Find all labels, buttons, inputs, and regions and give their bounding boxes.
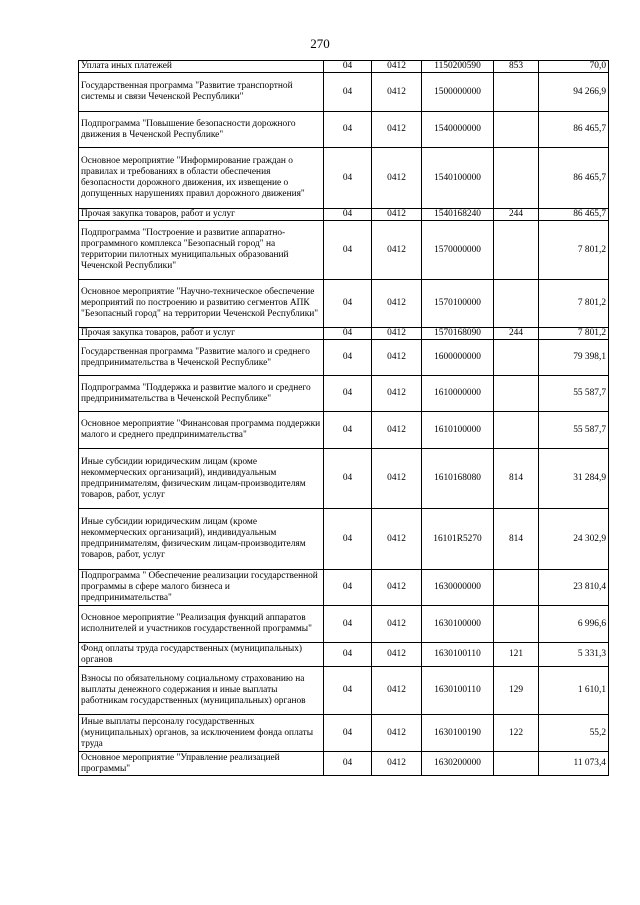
table-row	[79, 449, 609, 509]
target-article-code-cell: 1540000000	[422, 112, 494, 148]
subsection-code-cell: 0412	[372, 148, 422, 209]
expenditure-name-cell: Подпрограмма "Построение и развитие аппаратно-программного комплекса "Безопасный город" на территории пилотных муниципальных образований Чеченской Республики"	[79, 221, 324, 280]
amount-cell: 86 465,7	[539, 209, 609, 221]
section-code-cell: 04	[324, 112, 372, 148]
expense-type-code-cell	[494, 221, 539, 280]
expense-type-code-cell: 814	[494, 509, 539, 570]
subsection-code-cell: 0412	[372, 61, 422, 73]
target-article-code-cell: 1570000000	[422, 221, 494, 280]
expense-type-code-cell: 121	[494, 643, 539, 667]
expense-type-code-cell: 129	[494, 667, 539, 715]
budget-table-body	[79, 61, 609, 776]
table-row	[79, 509, 609, 570]
expenditure-name-cell: Основное мероприятие "Реализация функций аппаратов исполнителей и участников государственной программы"	[79, 606, 324, 643]
subsection-code-cell: 0412	[372, 280, 422, 328]
amount-cell: 23 810,4	[539, 570, 609, 606]
expenditure-name-cell: Подпрограмма "Поддержка и развитие малого и среднего предпринимательства в Чеченской Республике"	[79, 376, 324, 412]
expenditure-name-cell: Основное мероприятие "Научно-техническое обеспечение мероприятий по построению и развитию сегментов АПК "Безопасный город" на территории Чеченской Республики"	[79, 280, 324, 328]
target-article-code-cell: 1540168240	[422, 209, 494, 221]
expenditure-name-cell: Основное мероприятие "Финансовая программа поддержки малого и среднего предпринимательства"	[79, 412, 324, 449]
amount-cell: 7 801,2	[539, 280, 609, 328]
amount-cell: 7 801,2	[539, 328, 609, 340]
subsection-code-cell: 0412	[372, 449, 422, 509]
subsection-code-cell: 0412	[372, 412, 422, 449]
section-code-cell: 04	[324, 280, 372, 328]
section-code-cell: 04	[324, 606, 372, 643]
subsection-code-cell: 0412	[372, 221, 422, 280]
table-row	[79, 752, 609, 776]
section-code-cell: 04	[324, 340, 372, 376]
subsection-code-cell: 0412	[372, 667, 422, 715]
expense-type-code-cell	[494, 752, 539, 776]
amount-cell: 11 073,4	[539, 752, 609, 776]
subsection-code-cell: 0412	[372, 340, 422, 376]
expense-type-code-cell: 814	[494, 449, 539, 509]
table-row	[79, 73, 609, 112]
target-article-code-cell: 1630100110	[422, 643, 494, 667]
expenditure-name-cell: Прочая закупка товаров, работ и услуг	[79, 328, 324, 340]
expenditure-name-cell: Государственная программа "Развитие малого и среднего предпринимательства в Чеченской Республике"	[79, 340, 324, 376]
expenditure-name-cell: Уплата иных платежей	[79, 61, 324, 73]
section-code-cell: 04	[324, 73, 372, 112]
amount-cell: 86 465,7	[539, 112, 609, 148]
amount-cell: 79 398,1	[539, 340, 609, 376]
table-row	[79, 412, 609, 449]
target-article-code-cell: 1610000000	[422, 376, 494, 412]
expense-type-code-cell	[494, 570, 539, 606]
section-code-cell: 04	[324, 148, 372, 209]
expense-type-code-cell: 244	[494, 209, 539, 221]
amount-cell: 86 465,7	[539, 148, 609, 209]
subsection-code-cell: 0412	[372, 643, 422, 667]
section-code-cell: 04	[324, 328, 372, 340]
target-article-code-cell: 1630100000	[422, 606, 494, 643]
table-row	[79, 221, 609, 280]
section-code-cell: 04	[324, 667, 372, 715]
section-code-cell: 04	[324, 643, 372, 667]
subsection-code-cell: 0412	[372, 752, 422, 776]
target-article-code-cell: 1630100110	[422, 667, 494, 715]
expenditure-name-cell: Иные субсидии юридическим лицам (кроме некоммерческих организаций), индивидуальным предпринимателям, физическим лицам-производителям товаров, работ, услуг	[79, 509, 324, 570]
amount-cell: 55 587,7	[539, 376, 609, 412]
expense-type-code-cell	[494, 340, 539, 376]
subsection-code-cell: 0412	[372, 509, 422, 570]
target-article-code-cell: 1150200590	[422, 61, 494, 73]
expense-type-code-cell	[494, 376, 539, 412]
expense-type-code-cell: 244	[494, 328, 539, 340]
table-row	[79, 643, 609, 667]
target-article-code-cell: 1570168090	[422, 328, 494, 340]
amount-cell: 6 996,6	[539, 606, 609, 643]
table-row	[79, 61, 609, 73]
table-row	[79, 328, 609, 340]
expenditure-name-cell: Подпрограмма " Обеспечение реализации государственной программы в сфере малого бизнеса и предпринимательства"	[79, 570, 324, 606]
expense-type-code-cell	[494, 73, 539, 112]
target-article-code-cell: 1500000000	[422, 73, 494, 112]
subsection-code-cell: 0412	[372, 376, 422, 412]
table-row	[79, 340, 609, 376]
target-article-code-cell: 1630000000	[422, 570, 494, 606]
expenditure-name-cell: Прочая закупка товаров, работ и услуг	[79, 209, 324, 221]
expense-type-code-cell	[494, 412, 539, 449]
target-article-code-cell: 1630200000	[422, 752, 494, 776]
amount-cell: 7 801,2	[539, 221, 609, 280]
amount-cell: 5 331,3	[539, 643, 609, 667]
amount-cell: 1 610,1	[539, 667, 609, 715]
page-number: 270	[310, 36, 330, 51]
table-row	[79, 280, 609, 328]
subsection-code-cell: 0412	[372, 112, 422, 148]
budget-table	[78, 60, 609, 776]
target-article-code-cell: 1570100000	[422, 280, 494, 328]
subsection-code-cell: 0412	[372, 715, 422, 752]
target-article-code-cell: 1540100000	[422, 148, 494, 209]
target-article-code-cell: 1600000000	[422, 340, 494, 376]
section-code-cell: 04	[324, 752, 372, 776]
table-row	[79, 112, 609, 148]
expenditure-name-cell: Подпрограмма "Повышение безопасности дорожного движения в Чеченской Республике"	[79, 112, 324, 148]
table-row	[79, 715, 609, 752]
amount-cell: 24 302,9	[539, 509, 609, 570]
expenditure-name-cell: Взносы по обязательному социальному страхованию на выплаты денежного содержания и иные выплаты работникам государственных (муниципальных) органов	[79, 667, 324, 715]
expense-type-code-cell	[494, 280, 539, 328]
section-code-cell: 04	[324, 715, 372, 752]
expenditure-name-cell: Основное мероприятие "Управление реализацией программы"	[79, 752, 324, 776]
expenditure-name-cell: Иные субсидии юридическим лицам (кроме некоммерческих организаций), индивидуальным предпринимателям, физическим лицам-производителям товаров, работ, услуг	[79, 449, 324, 509]
section-code-cell: 04	[324, 61, 372, 73]
expense-type-code-cell	[494, 112, 539, 148]
amount-cell: 55 587,7	[539, 412, 609, 449]
subsection-code-cell: 0412	[372, 570, 422, 606]
amount-cell: 94 266,9	[539, 73, 609, 112]
table-row	[79, 667, 609, 715]
amount-cell: 55,2	[539, 715, 609, 752]
table-row	[79, 606, 609, 643]
section-code-cell: 04	[324, 412, 372, 449]
subsection-code-cell: 0412	[372, 328, 422, 340]
subsection-code-cell: 0412	[372, 209, 422, 221]
amount-cell: 70,0	[539, 61, 609, 73]
table-row	[79, 209, 609, 221]
table-row	[79, 148, 609, 209]
section-code-cell: 04	[324, 376, 372, 412]
target-article-code-cell: 1610168080	[422, 449, 494, 509]
expense-type-code-cell	[494, 148, 539, 209]
expense-type-code-cell: 853	[494, 61, 539, 73]
table-row	[79, 376, 609, 412]
expenditure-name-cell: Государственная программа "Развитие транспортной системы и связи Чеченской Республики"	[79, 73, 324, 112]
target-article-code-cell: 16101R5270	[422, 509, 494, 570]
amount-cell: 31 284,9	[539, 449, 609, 509]
section-code-cell: 04	[324, 449, 372, 509]
expenditure-name-cell: Иные выплаты персоналу государственных (муниципальных) органов, за исключением фонда оплаты труда	[79, 715, 324, 752]
subsection-code-cell: 0412	[372, 606, 422, 643]
target-article-code-cell: 1630100190	[422, 715, 494, 752]
expense-type-code-cell	[494, 606, 539, 643]
section-code-cell: 04	[324, 570, 372, 606]
target-article-code-cell: 1610100000	[422, 412, 494, 449]
subsection-code-cell: 0412	[372, 73, 422, 112]
section-code-cell: 04	[324, 221, 372, 280]
section-code-cell: 04	[324, 509, 372, 570]
expenditure-name-cell: Основное мероприятие "Информирование граждан о правилах и требованиях в области обеспечения безопасности дорожного движения, их извещение о допущенных нарушениях правил дорожного движения"	[79, 148, 324, 209]
expense-type-code-cell: 122	[494, 715, 539, 752]
expenditure-name-cell: Фонд оплаты труда государственных (муниципальных) органов	[79, 643, 324, 667]
table-row	[79, 570, 609, 606]
section-code-cell: 04	[324, 209, 372, 221]
